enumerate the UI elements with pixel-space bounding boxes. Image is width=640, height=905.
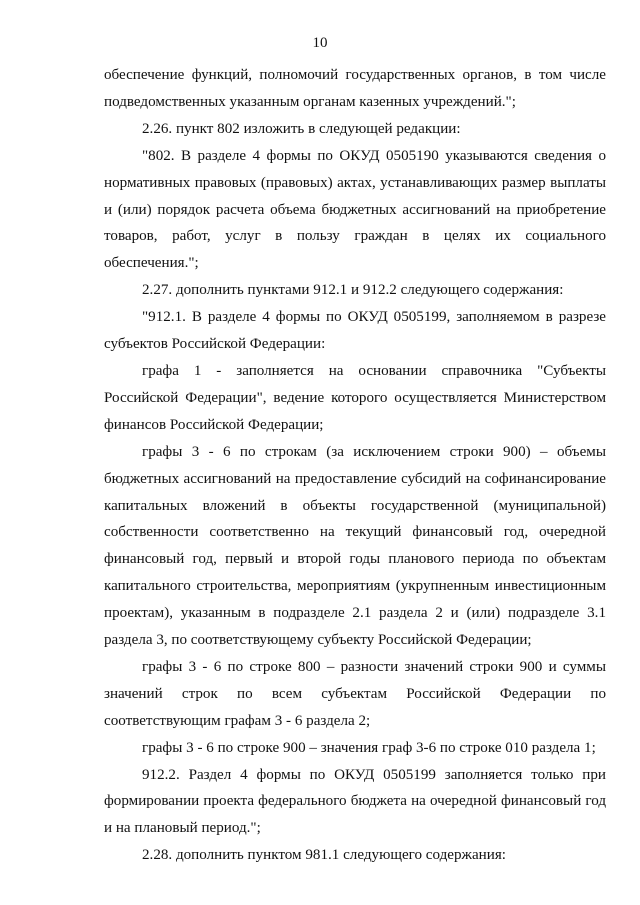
- paragraph-grafa-1: графа 1 - заполняется на основании справочника "Субъекты Российской Федерации", ведение которого осуществляется Министерством финансов Российской Федерации;: [104, 362, 606, 433]
- paragraph-912-2: 912.2. Раздел 4 формы по ОКУД 0505199 заполняется только при формировании проекта федерального бюджета на очередной финансовый год и на плановый период.";: [104, 766, 606, 837]
- paragraph-2-26: 2.26. пункт 802 изложить в следующей редакции:: [142, 120, 461, 137]
- paragraph-2-27: 2.27. дополнить пунктами 912.1 и 912.2 следующего содержания:: [142, 282, 564, 299]
- paragraph-802: "802. В разделе 4 формы по ОКУД 0505190 указываются сведения о нормативных правовых (правовых) актах, устанавливающих размер выплаты и (или) порядок расчета объема бюджетных ассигнований на приобретение товаров, работ, услуг в пользу граждан в целях их социального обеспечения.";: [104, 147, 606, 272]
- page-number: 10: [312, 35, 328, 51]
- document-body: [104, 62, 606, 869]
- paragraph-grafy-3-6-stroka-900: графы 3 - 6 по строке 900 – значения граф 3-6 по строке 010 раздела 1;: [142, 739, 596, 756]
- paragraph-grafy-3-6-stroka-800: графы 3 - 6 по строке 800 – разности значений строки 900 и суммы значений строк по всем субъектам Российской Федерации по соответствующим графам 3 - 6 раздела 2;: [104, 658, 606, 729]
- paragraph-continuation: обеспечение функций, полномочий государственных органов, в том числе подведомственных указанным органам казенных учреждений.";: [104, 67, 606, 110]
- paragraph-grafy-3-6-strokam: графы 3 - 6 по строкам (за исключением строки 900) – объемы бюджетных ассигнований на предоставление субсидий на софинансирование капитальных вложений в объекты государственной (муниципальной) собственности соответственно на текущий финансовый год, очередной финансовый год, первый и второй годы планового периода по объектам капитального строительства, мероприятиям (укрупненным инвестиционным проектам), указанным в подразделе 2.1 раздела 2 и (или) подразделе 3.1 раздела 3, по соответствующему субъекту Российской Федерации;: [104, 443, 606, 649]
- paragraph-912-1: "912.1. В разделе 4 формы по ОКУД 0505199, заполняемом в разрезе субъектов Российской Федерации:: [104, 309, 606, 353]
- paragraph-2-28: 2.28. дополнить пунктом 981.1 следующего содержания:: [142, 847, 506, 864]
